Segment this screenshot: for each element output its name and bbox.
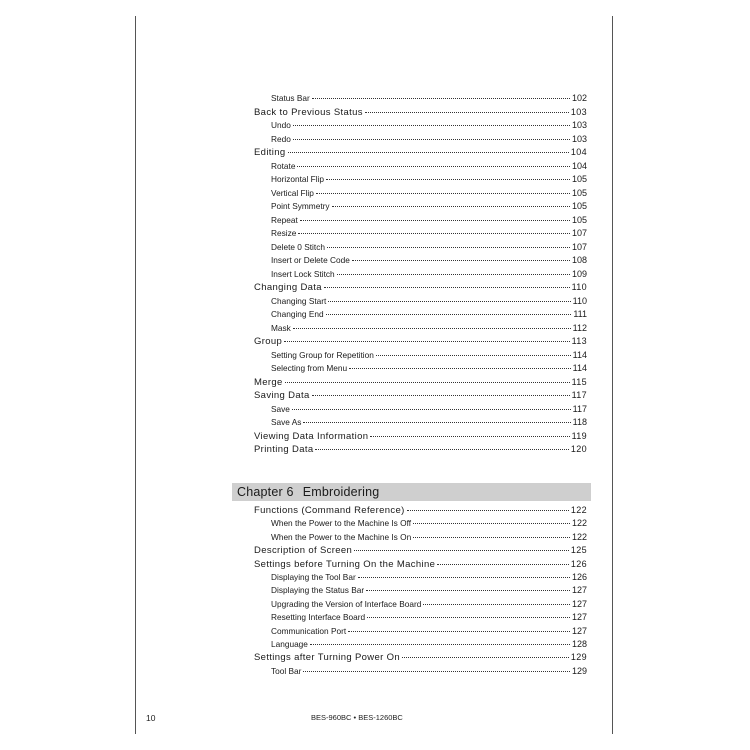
toc-entry-title: Setting Group for Repetition — [271, 349, 374, 360]
toc-entry-title: Vertical Flip — [271, 187, 314, 198]
toc-entry — [254, 106, 587, 119]
toc-entry-title: When the Power to the Machine Is On — [271, 531, 412, 542]
toc-entry-title: Changing Data — [254, 282, 322, 293]
toc-entry-title: When the Power to the Machine Is Off — [271, 518, 412, 529]
toc-entry-page: 113 — [571, 336, 587, 346]
toc-entry — [271, 416, 587, 429]
toc-entry — [271, 241, 587, 254]
toc-entry — [254, 146, 587, 159]
toc-entry — [271, 227, 587, 240]
dot-leader — [352, 260, 570, 261]
toc-entry-title: Functions (Command Reference) — [254, 505, 405, 516]
toc-entry — [271, 133, 587, 146]
toc-entry — [271, 119, 587, 132]
dot-leader — [293, 328, 571, 329]
toc-entry-title: Undo — [271, 120, 291, 130]
toc-entry-title: Settings before Turning On the Machine — [254, 558, 436, 570]
toc-entry — [271, 295, 587, 308]
toc-entry-page: 128 — [571, 639, 587, 649]
toc-entry — [271, 403, 587, 416]
dot-leader — [300, 220, 570, 221]
toc-entry-page: 104 — [570, 147, 587, 157]
dot-leader — [348, 631, 570, 632]
dot-leader — [370, 436, 569, 437]
dot-leader — [354, 550, 569, 551]
dot-leader — [315, 449, 568, 450]
toc-entry — [271, 665, 587, 678]
toc-entry — [271, 584, 587, 597]
dot-leader — [358, 577, 570, 578]
toc-entry-page: 107 — [571, 241, 587, 252]
toc-entry — [254, 335, 587, 348]
toc-entry-title: Communication Port — [271, 625, 347, 636]
toc-entry-page: 115 — [571, 376, 587, 387]
toc-entry-page: 112 — [572, 322, 587, 333]
dot-leader — [326, 179, 570, 180]
toc-entry — [271, 571, 587, 584]
toc-entry-page: 117 — [571, 390, 587, 400]
toc-entry-page: 110 — [571, 282, 587, 292]
dot-leader — [366, 590, 570, 591]
dot-leader — [349, 368, 571, 369]
toc-entry-title: Insert Lock Stitch — [271, 268, 335, 279]
toc-entry-title: Changing Start — [271, 295, 327, 306]
toc-entry — [271, 638, 587, 651]
toc-entry — [254, 281, 587, 294]
toc-entry-page: 122 — [571, 518, 587, 529]
toc-entry — [271, 214, 587, 227]
toc-entry — [271, 322, 587, 335]
toc-entry — [271, 173, 587, 186]
toc-entry — [254, 504, 587, 517]
toc-entry-title: Mask — [271, 322, 291, 333]
toc-entry-page: 105 — [571, 201, 587, 211]
toc-entry-title: Resize — [271, 228, 297, 238]
dot-leader — [365, 112, 569, 113]
dot-leader — [297, 166, 570, 167]
dot-leader — [316, 193, 570, 194]
chapter-heading — [232, 483, 591, 501]
dot-leader — [303, 671, 570, 672]
toc-entry-page: 120 — [570, 444, 587, 454]
toc-entry-page: 127 — [571, 585, 587, 596]
toc-entry-title: Repeat — [271, 214, 298, 225]
toc-entry-title: Rotate — [271, 160, 296, 171]
toc-entry-page: 122 — [570, 505, 587, 515]
toc-entry — [271, 160, 587, 173]
toc-entry-title: Insert or Delete Code — [271, 255, 350, 265]
toc-entry — [271, 308, 587, 321]
dot-leader — [376, 355, 571, 356]
toc-entry-title: Printing Data — [254, 444, 314, 455]
toc-entry-page: 104 — [571, 160, 587, 171]
toc-entry — [271, 517, 587, 530]
dot-leader — [327, 247, 570, 248]
toc-entry-title: Back to Previous Status — [254, 106, 363, 118]
dot-leader — [284, 341, 569, 342]
toc-entry-page: 127 — [571, 598, 587, 609]
toc-entry-title: Changing End — [271, 309, 324, 319]
toc-entry-page: 119 — [571, 430, 587, 441]
dot-leader — [324, 287, 570, 288]
chapter-title: Embroidering — [302, 485, 380, 499]
toc-entry — [254, 544, 587, 557]
dot-leader — [303, 422, 570, 423]
toc-entry — [271, 362, 587, 375]
toc-entry-title: Group — [254, 336, 283, 347]
toc-entry-page: 111 — [573, 309, 587, 319]
footer-model-text: BES-960BC • BES-1260BC — [311, 713, 403, 722]
toc-entry-page: 103 — [571, 133, 587, 144]
toc-entry-page: 126 — [570, 558, 587, 569]
toc-entry-title: Viewing Data Information — [254, 430, 369, 442]
toc-entry-title: Upgrading the Version of Interface Board — [271, 598, 422, 609]
dot-leader — [292, 409, 571, 410]
dot-leader — [413, 537, 570, 538]
toc-entry — [254, 430, 587, 443]
toc-entry-page: 129 — [571, 665, 587, 676]
toc-entry-page: 108 — [571, 255, 587, 265]
dot-leader — [293, 139, 570, 140]
toc-entry-page: 117 — [572, 403, 587, 414]
page-number: 10 — [146, 713, 156, 723]
toc-entry — [271, 268, 587, 281]
dot-leader — [337, 274, 570, 275]
toc-entry — [271, 92, 587, 105]
toc-entry-title: Saving Data — [254, 390, 310, 401]
toc-entry — [254, 558, 587, 571]
toc-entry-page: 109 — [571, 268, 587, 279]
toc-entry-page: 129 — [570, 652, 587, 663]
toc-entry-page: 110 — [572, 295, 587, 306]
toc-entry — [271, 598, 587, 611]
toc-entry-page: 103 — [570, 106, 587, 117]
dot-leader — [332, 206, 570, 207]
toc-entry — [271, 200, 587, 213]
toc-entry-title: Status Bar — [271, 93, 310, 103]
toc-entry-page: 122 — [571, 531, 587, 542]
dot-leader — [413, 523, 570, 524]
toc-entry-title: Save — [271, 403, 290, 414]
toc-entry-page: 105 — [571, 187, 587, 198]
toc-entry — [254, 651, 587, 664]
toc-entry-title: Language — [271, 639, 308, 649]
toc-entry-title: Save As — [271, 417, 302, 427]
dot-leader — [312, 98, 570, 99]
dot-leader — [310, 644, 570, 645]
toc-entry-title: Delete 0 Stitch — [271, 241, 325, 252]
dot-leader — [402, 657, 569, 658]
toc-entry — [271, 254, 587, 267]
dot-leader — [367, 617, 570, 618]
toc-entry-title: Redo — [271, 133, 291, 144]
dot-leader — [293, 125, 570, 126]
toc-entry-title: Editing — [254, 147, 286, 158]
toc-entry-title: Merge — [254, 376, 283, 388]
toc-entry-title: Resetting Interface Board — [271, 612, 366, 623]
toc-entry-page: 126 — [571, 572, 587, 582]
toc-entry-page: 118 — [572, 417, 587, 427]
chapter-label: Chapter 6 — [237, 485, 294, 499]
toc-entry-title: Tool Bar — [271, 665, 302, 676]
dot-leader — [328, 301, 570, 302]
toc-entry-title: Description of Screen — [254, 545, 353, 557]
toc-entry-page: 105 — [571, 214, 587, 225]
toc-entry — [271, 625, 587, 638]
dot-leader — [407, 510, 569, 511]
toc-entry-page: 114 — [572, 349, 587, 360]
toc-entry-page: 105 — [571, 174, 587, 184]
toc-entry-title: Displaying the Status Bar — [271, 585, 365, 596]
dot-leader — [326, 314, 572, 315]
dot-leader — [298, 233, 570, 234]
toc-entry-page: 114 — [572, 363, 587, 373]
toc-entry — [271, 611, 587, 624]
toc-entry — [271, 187, 587, 200]
toc-entry-page: 125 — [570, 545, 587, 556]
dot-leader — [285, 382, 570, 383]
toc-entry-title: Point Symmetry — [271, 201, 330, 211]
toc-entry-page: 127 — [571, 625, 587, 636]
toc-entry — [271, 531, 587, 544]
toc-entry — [254, 443, 587, 456]
toc-entry — [254, 389, 587, 402]
toc-entry-title: Displaying the Tool Bar — [271, 572, 356, 582]
toc-entry — [271, 349, 587, 362]
toc-entry-page: 127 — [571, 612, 587, 623]
toc-entry-title: Selecting from Menu — [271, 363, 348, 373]
dot-leader — [423, 604, 570, 605]
toc-entry-page: 107 — [571, 228, 587, 238]
dot-leader — [437, 564, 569, 565]
document-page — [135, 16, 613, 734]
toc-entry-title: Settings after Turning Power On — [254, 652, 401, 664]
toc-entry-page: 102 — [571, 93, 587, 103]
toc-entry-page: 103 — [571, 120, 587, 130]
dot-leader — [312, 395, 570, 396]
toc-entry — [254, 376, 587, 389]
dot-leader — [288, 152, 569, 153]
toc-entry-title: Horizontal Flip — [271, 174, 325, 184]
